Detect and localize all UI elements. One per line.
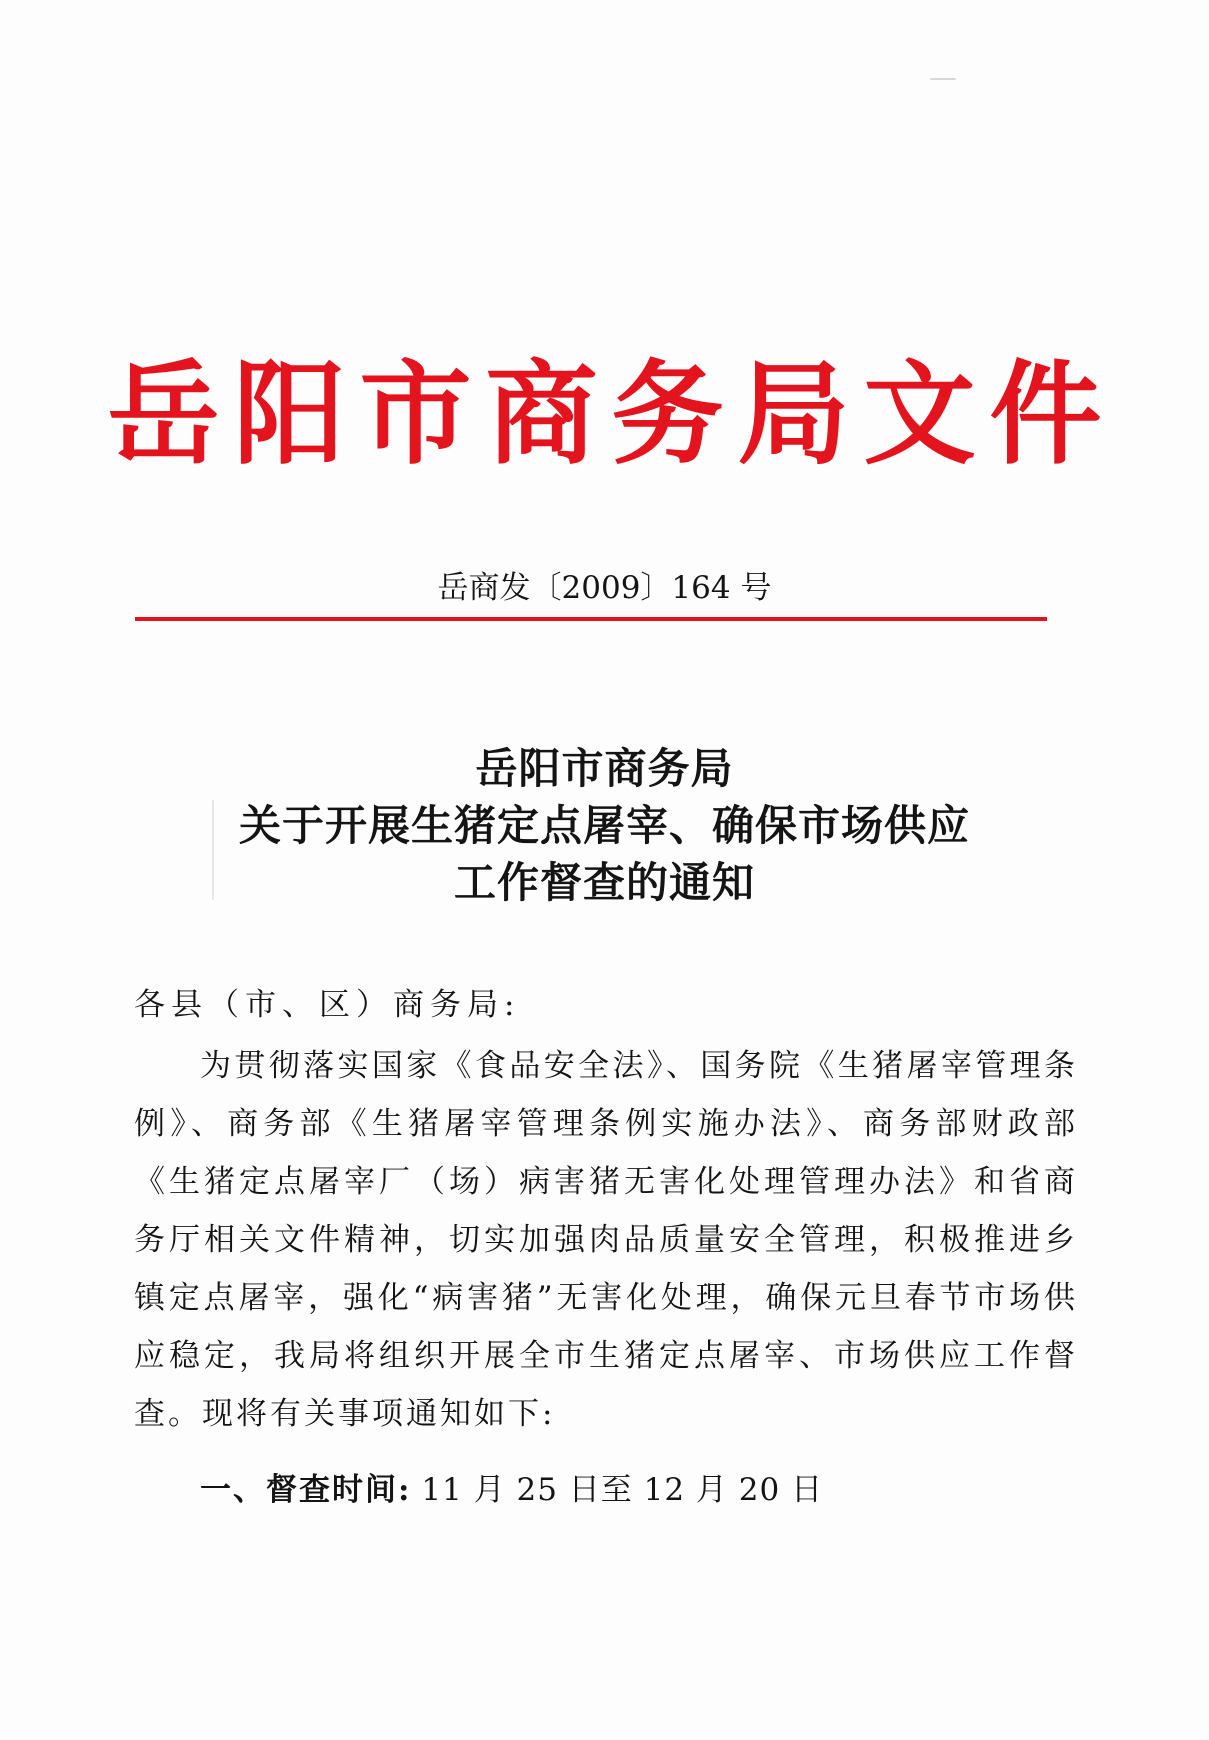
red-divider-line (135, 617, 1047, 621)
title-line-issuer: 岳阳市商务局 (475, 744, 734, 793)
section-inspection-time (200, 1468, 823, 1512)
masthead-title: 岳阳市商务局文件 (107, 349, 1116, 480)
body-paragraph: 为贯彻落实国家《食品安全法》、国务院《生猪屠宰管理条例》、商务部《生猪屠宰管理条例实施办法》、商务部财政部《生猪定点屠宰厂（场）病害猪无害化处理管理办法》和省商务厅相关文件精神，切实加强肉品质量安全管理，积极推进乡镇定点屠宰，强化“病害猪”无害化处理，确保元旦春节市场供应稳定，我局将组织开展全市生猪定点屠宰、市场供应工作督查。现将有关事项通知如下: (134, 1048, 1078, 1432)
scan-artifact (930, 78, 956, 80)
document-title (0, 740, 1209, 911)
title-line-subject: 关于开展生猪定点屠宰、确保市场供应 (238, 801, 970, 850)
title-line-type: 工作督查的通知 (453, 858, 755, 907)
document-number: 岳商发〔2009〕164 号 (437, 570, 772, 606)
section-label: 一、督查时间: (200, 1472, 412, 1508)
section-value: 11 月 25 日至 12 月 20 日 (421, 1472, 824, 1508)
addressee: 各县（市、区）商务局: (134, 987, 521, 1023)
